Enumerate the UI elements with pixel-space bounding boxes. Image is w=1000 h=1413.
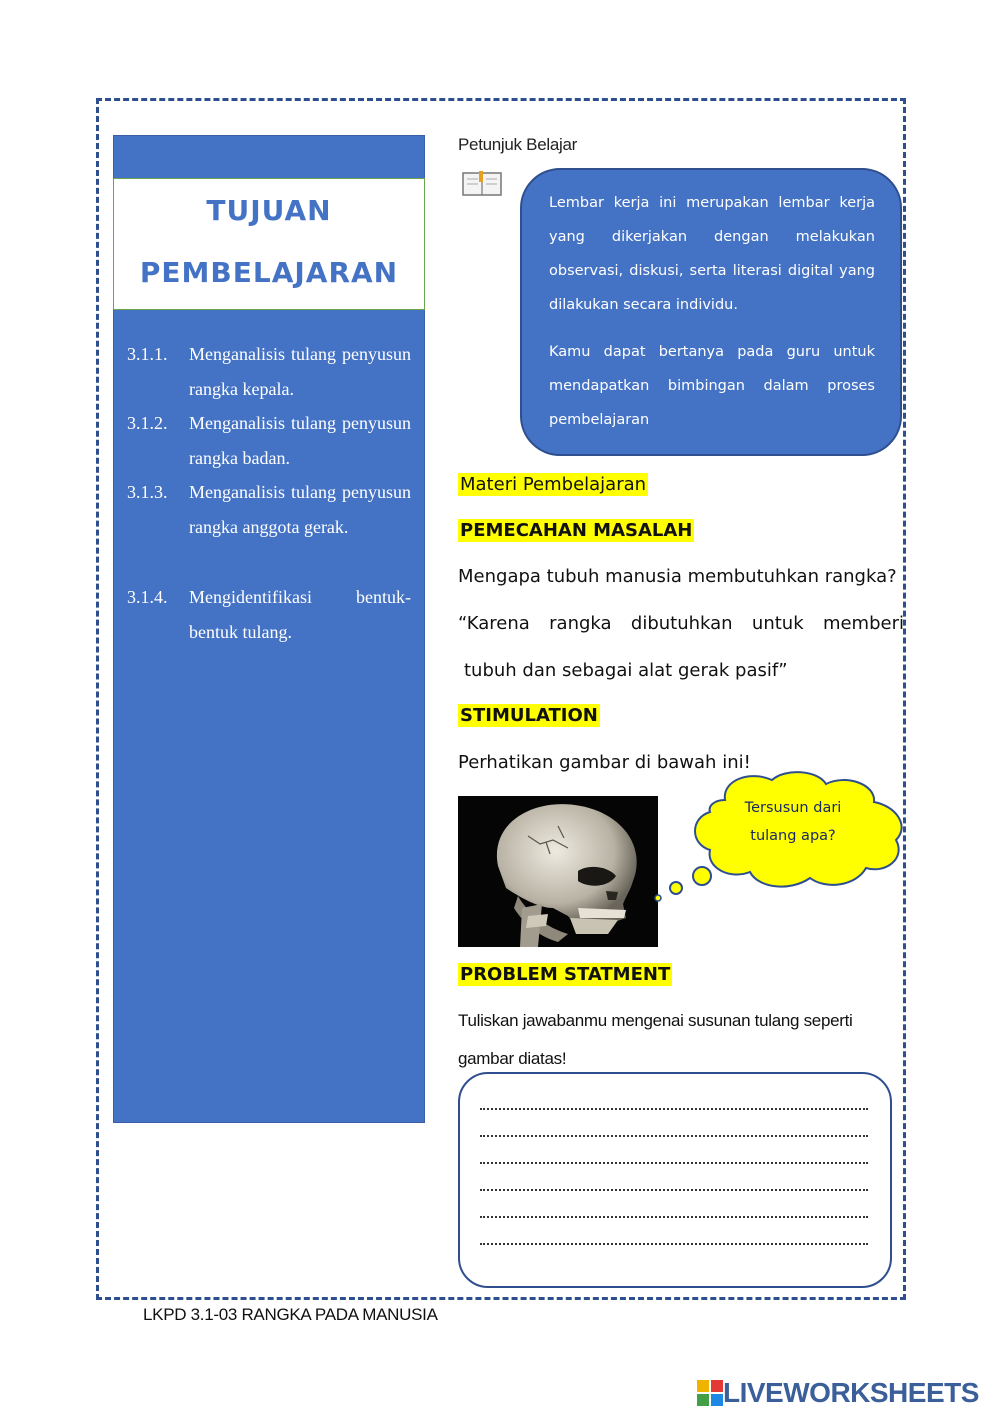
objectives-title-line1: TUJUAN bbox=[206, 194, 332, 227]
liveworksheets-icon bbox=[697, 1380, 723, 1406]
objective-number: 3.1.4. bbox=[127, 587, 168, 607]
problem-answer-line2: tubuh dan sebagai alat gerak pasif” bbox=[464, 660, 788, 681]
answer-line[interactable] bbox=[480, 1243, 868, 1245]
answer-line[interactable] bbox=[480, 1108, 868, 1110]
problem-statement-line2: gambar diatas! bbox=[458, 1049, 567, 1068]
objectives-title-box bbox=[113, 178, 425, 310]
material-heading: Materi Pembelajaran bbox=[460, 474, 647, 495]
problem-solving-heading: PEMECAHAN MASALAH bbox=[460, 520, 693, 541]
book-icon bbox=[462, 171, 502, 197]
objective-text: Menganalisis tulang penyusun rangka anggota gerak. bbox=[189, 482, 411, 537]
answer-box[interactable] bbox=[458, 1072, 892, 1288]
problem-statement-heading: PROBLEM STATMENT bbox=[460, 964, 671, 985]
answer-line[interactable] bbox=[480, 1216, 868, 1218]
stimulation-heading: STIMULATION bbox=[460, 705, 598, 726]
objective-text: Mengidentifikasi bentuk-bentuk tulang. bbox=[189, 587, 411, 642]
answer-line[interactable] bbox=[480, 1162, 868, 1164]
liveworksheets-logo bbox=[697, 1378, 979, 1408]
objective-text: Menganalisis tulang penyusun rangka badan. bbox=[189, 413, 411, 468]
thought-line2: tulang apa? bbox=[750, 828, 836, 844]
instructions-paragraph-1: Lembar kerja ini merupakan lembar kerja yang dikerjakan dengan melakukan observasi, diskusi, serta literasi digital yang dilakukan secara individu. bbox=[549, 195, 875, 313]
instructions-paragraph-2: Kamu dapat bertanya pada guru untuk mendapatkan bimbingan dalam proses pembelajaran bbox=[549, 344, 875, 428]
skull-image bbox=[458, 796, 658, 947]
problem-question: Mengapa tubuh manusia membutuhkan rangka? bbox=[458, 566, 897, 587]
objective-text: Menganalisis tulang penyusun rangka kepala. bbox=[189, 344, 411, 399]
answer-line[interactable] bbox=[480, 1189, 868, 1191]
brand-name: LIVEWORKSHEETS bbox=[723, 1377, 979, 1408]
problem-statement-line1: Tuliskan jawabanmu mengenai susunan tulang seperti bbox=[458, 1011, 853, 1030]
footer-label: LKPD 3.1-03 RANGKA PADA MANUSIA bbox=[143, 1305, 438, 1324]
objective-number: 3.1.1. bbox=[127, 344, 168, 364]
instructions-bubble bbox=[520, 168, 902, 456]
problem-answer-line1: “Karena rangka dibutuhkan untuk memberi bbox=[458, 613, 904, 634]
objectives-title-line2: PEMBELAJARAN bbox=[139, 256, 399, 289]
objective-number: 3.1.3. bbox=[127, 482, 168, 502]
thought-line1: Tersusun dari bbox=[744, 800, 842, 816]
objective-number: 3.1.2. bbox=[127, 413, 168, 433]
stimulation-prompt: Perhatikan gambar di bawah ini! bbox=[458, 752, 751, 773]
instructions-heading: Petunjuk Belajar bbox=[458, 135, 577, 154]
answer-line[interactable] bbox=[480, 1135, 868, 1137]
